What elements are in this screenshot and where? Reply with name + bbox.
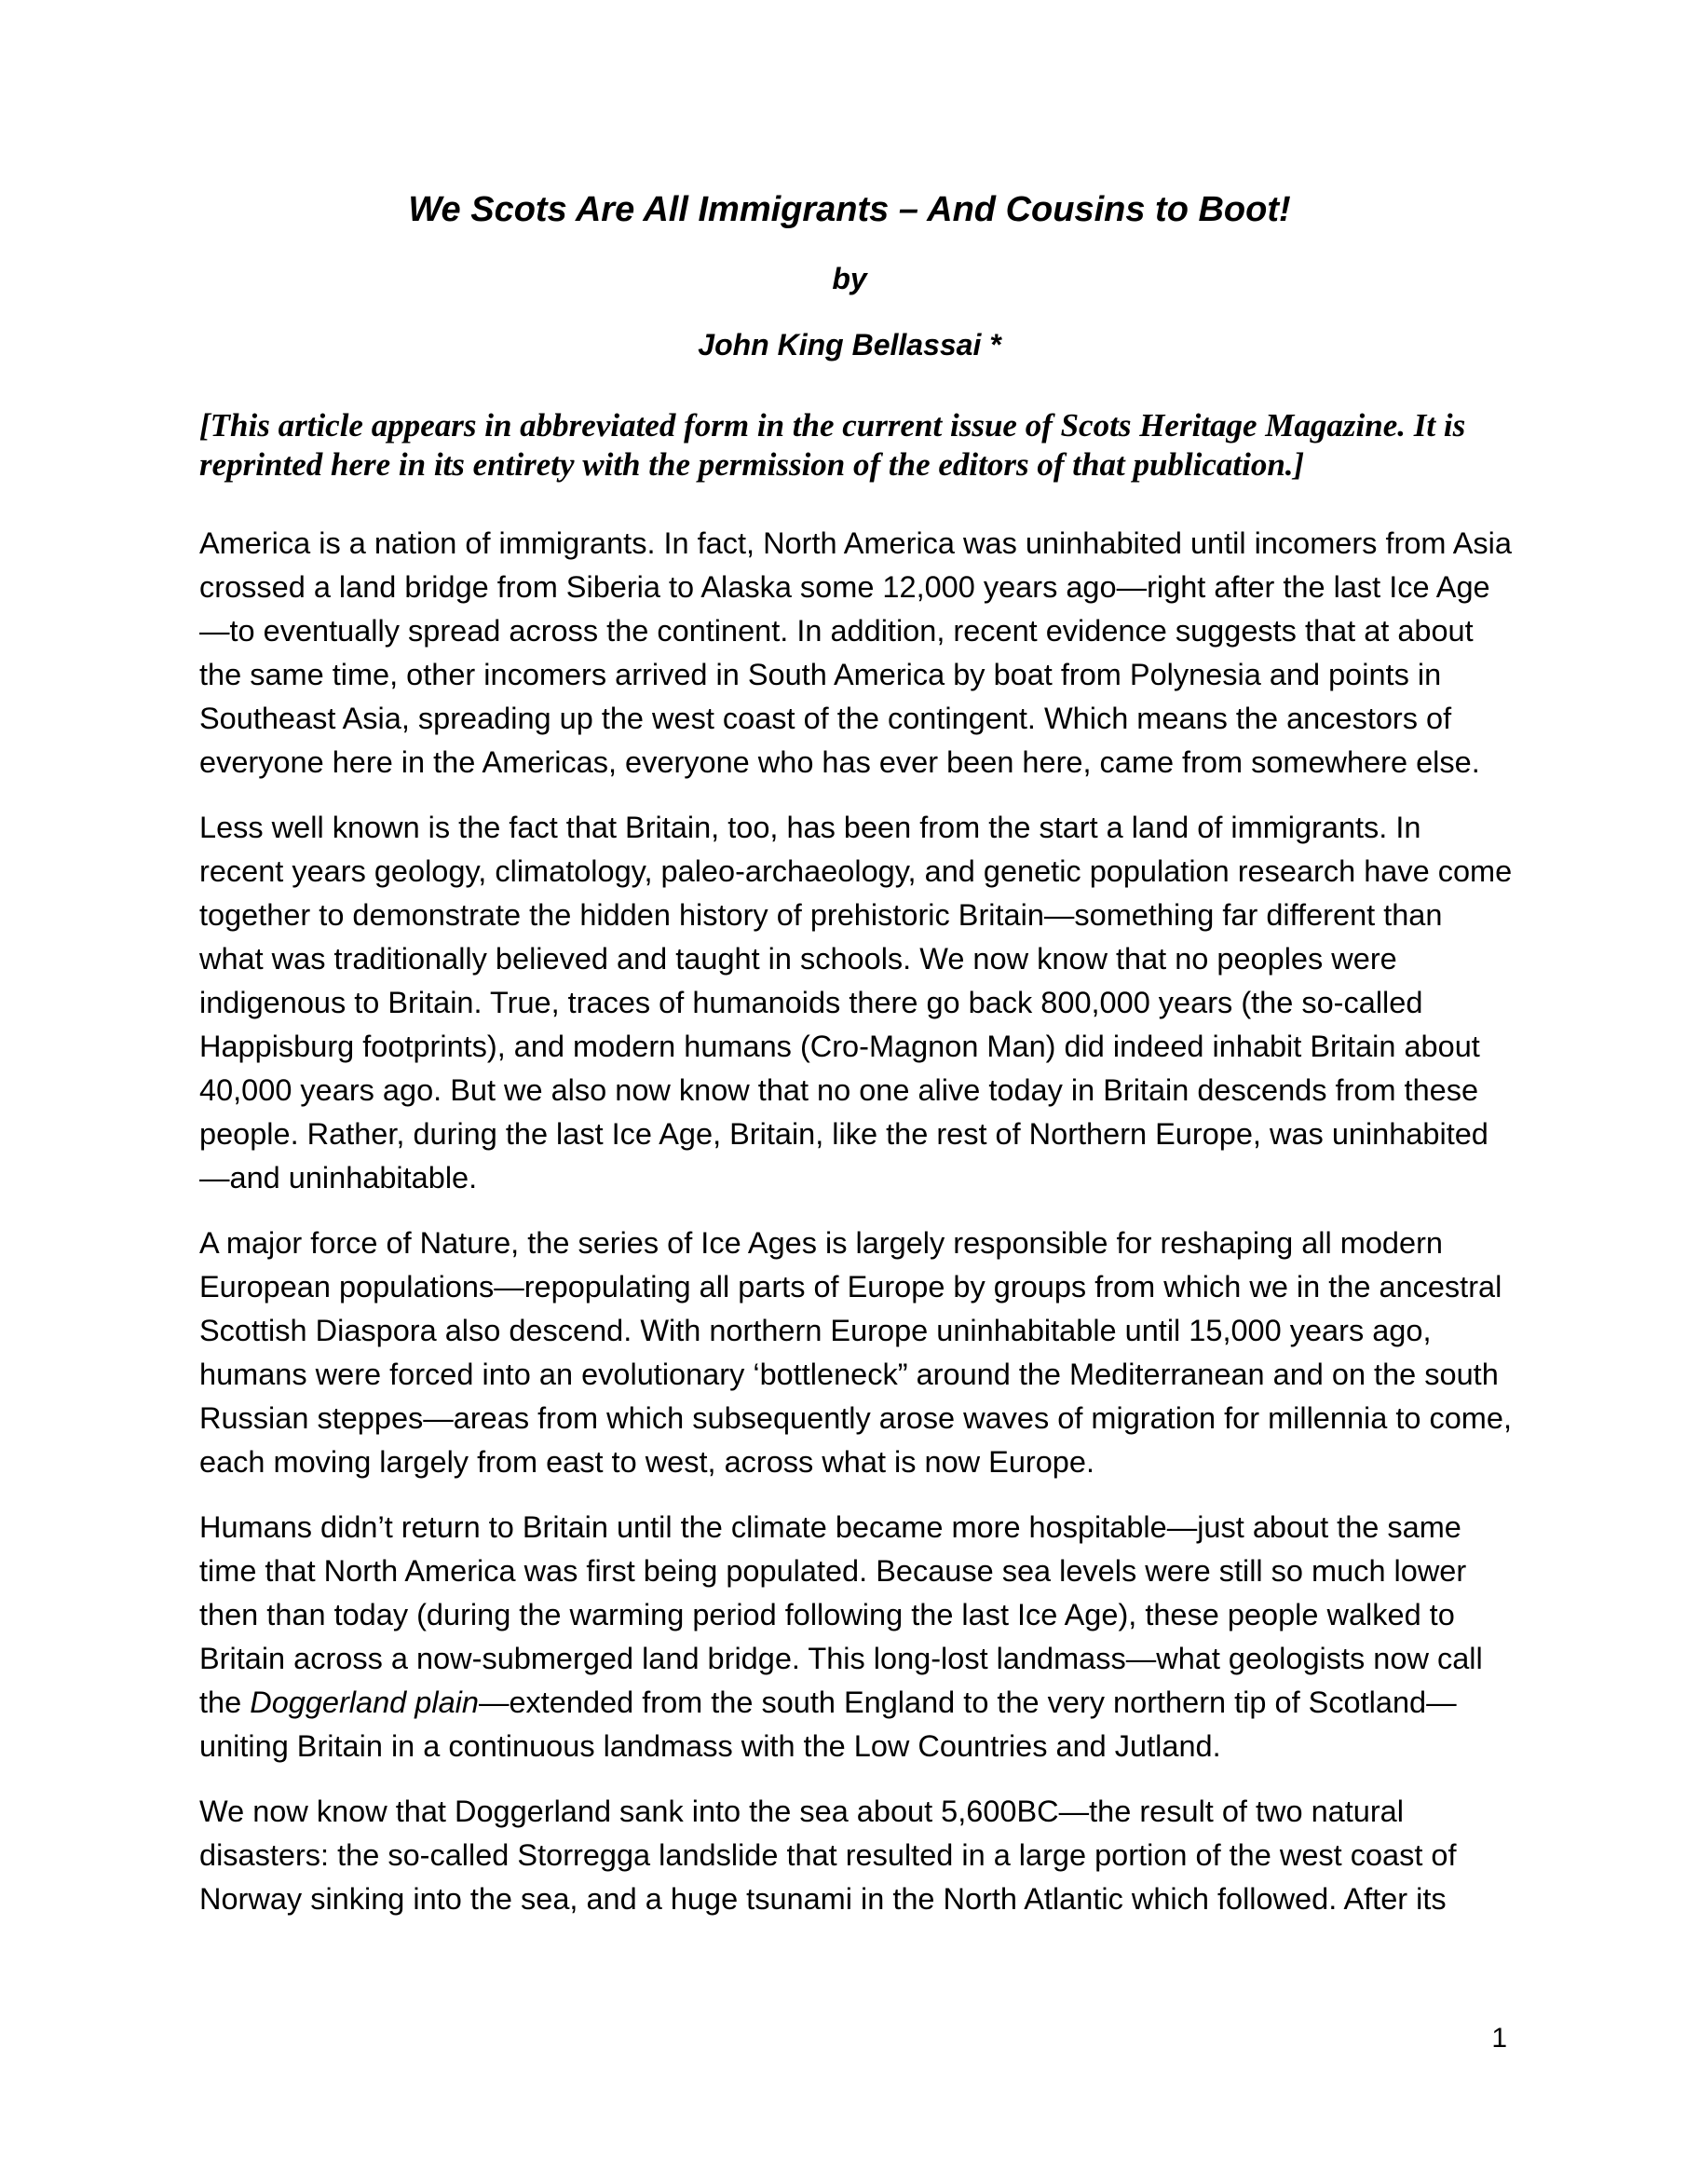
paragraph-5: We now know that Doggerland sank into the sea about 5,600BC—the result of two natural disasters: the so-called Storregga landslide that resulted in a large portion of the west coast of Norway sinking into the sea, and a huge tsunami in the North Atlantic which followed. After its	[199, 1795, 1457, 1916]
article-title: We Scots Are All Immigrants – And Cousins to Boot!	[408, 190, 1291, 229]
editor-note: [This article appears in abbreviated form in the current issue of Scots Heritage Magazine. It is reprinted here in its entirety with the permission of the editors of that publication.]	[199, 407, 1466, 483]
paragraph-1: America is a nation of immigrants. In fact, North America was uninhabited until incomers from Asia crossed a land bridge from Siberia to Alaska some 12,000 years ago—right after the last Ice Age—to eventually spread across the continent. In addition, recent evidence suggests that at about the same time, other incomers arrived in South America by boat from Polynesia and points in Southeast Asia, spreading up the west coast of the contingent. Which means the ancestors of everyone here in the Americas, everyone who has ever been here, came from somewhere else.	[199, 526, 1512, 779]
paragraph-4-text-a: Humans didn’t return to Britain until the climate became more hospitable—just about the same time that North America was first being populated. Because sea levels were still so much lower then than today (during the warming period following the last Ice Age), these people walked to Britain across a now-submerged land bridge. This long-lost landmass—what geologists now call the	[199, 1510, 1483, 1719]
page-number: 1	[1491, 2023, 1507, 2054]
paragraph-4-text-b: —extended from the south England to the very northern tip of Scotland—uniting Britain in a continuous landmass with the Low Countries and Jutland.	[199, 1686, 1457, 1763]
author-name: John King Bellassai *	[698, 328, 1001, 362]
paragraph-3: A major force of Nature, the series of Ice Ages is largely responsible for reshaping all modern European populations—repopulating all parts of Europe by groups from which we in the ancestral Scottish Diaspora also descend. With northern Europe uninhabitable until 15,000 years ago, humans were forced into an evolutionary ‘bottleneck” around the Mediterranean and on the south Russian steppes—areas from which subsequently arose waves of migration for millennia to come, each moving largely from east to west, across what is now Europe.	[199, 1226, 1512, 1479]
paragraph-4	[199, 1506, 1513, 1768]
byline-by: by	[832, 262, 867, 295]
article-body	[199, 522, 1513, 1943]
paragraph-2: Less well known is the fact that Britain, too, has been from the start a land of immigrants. In recent years geology, climatology, paleo-archaeology, and genetic population research have come together to demonstrate the hidden history of prehistoric Britain—something far different than what was traditionally believed and taught in schools. We now know that no peoples were indigenous to Britain. True, traces of humanoids there go back 800,000 years (the so-called Happisburg footprints), and modern humans (Cro-Magnon Man) did indeed inhabit Britain about 40,000 years ago. But we also now know that no one alive today in Britain descends from these people. Rather, during the last Ice Age, Britain, like the rest of Northern Europe, was uninhabited—and uninhabitable.	[199, 811, 1513, 1194]
paragraph-4-italic-term: Doggerland plain	[250, 1686, 479, 1719]
